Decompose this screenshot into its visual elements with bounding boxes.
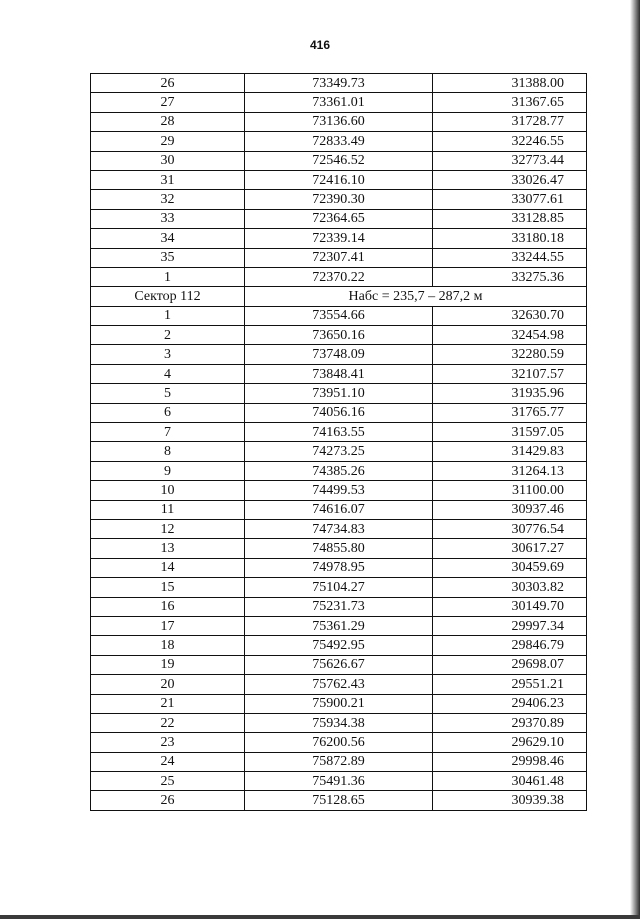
table-row (91, 190, 587, 209)
table-row (91, 112, 587, 131)
y-coordinate: 31264.13 (433, 461, 587, 480)
point-number: 7 (91, 423, 245, 442)
x-coordinate: 73848.41 (245, 364, 433, 383)
x-coordinate: 72307.41 (245, 248, 433, 267)
point-number: 18 (91, 636, 245, 655)
x-coordinate: 75626.67 (245, 655, 433, 674)
table-row (91, 616, 587, 635)
point-number: 5 (91, 384, 245, 403)
point-number: 31 (91, 170, 245, 189)
point-number: 33 (91, 209, 245, 228)
point-number: 21 (91, 694, 245, 713)
table-row (91, 597, 587, 616)
x-coordinate: 72416.10 (245, 170, 433, 189)
y-coordinate: 29846.79 (433, 636, 587, 655)
point-number: 10 (91, 481, 245, 500)
point-number: 23 (91, 733, 245, 752)
point-number: 12 (91, 519, 245, 538)
point-number: 17 (91, 616, 245, 635)
table-row (91, 442, 587, 461)
y-coordinate: 31100.00 (433, 481, 587, 500)
x-coordinate: 75492.95 (245, 636, 433, 655)
table-row (91, 170, 587, 189)
y-coordinate: 30303.82 (433, 578, 587, 597)
table-row (91, 74, 587, 93)
table-row (91, 364, 587, 383)
table-row (91, 558, 587, 577)
point-number: 25 (91, 772, 245, 791)
x-coordinate: 73951.10 (245, 384, 433, 403)
point-number: 1 (91, 306, 245, 325)
table-row (91, 403, 587, 422)
x-coordinate: 73554.66 (245, 306, 433, 325)
y-coordinate: 30776.54 (433, 519, 587, 538)
point-number: 22 (91, 713, 245, 732)
y-coordinate: 31388.00 (433, 74, 587, 93)
y-coordinate: 32773.44 (433, 151, 587, 170)
sector-height-range: Набс = 235,7 – 287,2 м (245, 287, 587, 306)
y-coordinate: 32246.55 (433, 132, 587, 151)
x-coordinate: 74855.80 (245, 539, 433, 558)
x-coordinate: 72390.30 (245, 190, 433, 209)
table-row (91, 713, 587, 732)
x-coordinate: 73136.60 (245, 112, 433, 131)
x-coordinate: 72833.49 (245, 132, 433, 151)
point-number: 16 (91, 597, 245, 616)
table-row (91, 306, 587, 325)
x-coordinate: 73361.01 (245, 93, 433, 112)
table-row (91, 791, 587, 810)
table-row (91, 733, 587, 752)
scan-bottom-edge (0, 915, 640, 919)
table-row (91, 675, 587, 694)
x-coordinate: 74499.53 (245, 481, 433, 500)
point-number: 20 (91, 675, 245, 694)
table-row (91, 500, 587, 519)
point-number: 1 (91, 267, 245, 286)
rows-before-group (91, 74, 587, 287)
x-coordinate: 72364.65 (245, 209, 433, 228)
y-coordinate: 32107.57 (433, 364, 587, 383)
table-row (91, 384, 587, 403)
table-row (91, 655, 587, 674)
y-coordinate: 31728.77 (433, 112, 587, 131)
table-row (91, 519, 587, 538)
scan-edge-shadow (630, 0, 640, 919)
x-coordinate: 76200.56 (245, 733, 433, 752)
y-coordinate: 31935.96 (433, 384, 587, 403)
y-coordinate: 29629.10 (433, 733, 587, 752)
point-number: 24 (91, 752, 245, 771)
rows-after-group (91, 306, 587, 810)
page-number: 416 (309, 38, 331, 52)
y-coordinate: 30149.70 (433, 597, 587, 616)
table-row (91, 248, 587, 267)
y-coordinate: 30937.46 (433, 500, 587, 519)
y-coordinate: 31765.77 (433, 403, 587, 422)
point-number: 27 (91, 93, 245, 112)
y-coordinate: 30617.27 (433, 539, 587, 558)
x-coordinate: 74385.26 (245, 461, 433, 480)
sector-label: Сектор 112 (91, 287, 245, 306)
table-row (91, 132, 587, 151)
x-coordinate: 75231.73 (245, 597, 433, 616)
x-coordinate: 74056.16 (245, 403, 433, 422)
y-coordinate: 30461.48 (433, 772, 587, 791)
table-row (91, 461, 587, 480)
x-coordinate: 73650.16 (245, 326, 433, 345)
point-number: 29 (91, 132, 245, 151)
point-number: 34 (91, 229, 245, 248)
x-coordinate: 75361.29 (245, 616, 433, 635)
y-coordinate: 29370.89 (433, 713, 587, 732)
point-number: 35 (91, 248, 245, 267)
y-coordinate: 30939.38 (433, 791, 587, 810)
x-coordinate: 73349.73 (245, 74, 433, 93)
point-number: 14 (91, 558, 245, 577)
y-coordinate: 29551.21 (433, 675, 587, 694)
point-number: 9 (91, 461, 245, 480)
table-row (91, 772, 587, 791)
point-number: 28 (91, 112, 245, 131)
point-number: 11 (91, 500, 245, 519)
sector-header-group (91, 287, 587, 306)
table-row (91, 539, 587, 558)
point-number: 15 (91, 578, 245, 597)
point-number: 26 (91, 74, 245, 93)
y-coordinate: 33128.85 (433, 209, 587, 228)
point-number: 6 (91, 403, 245, 422)
y-coordinate: 32630.70 (433, 306, 587, 325)
table-row (91, 151, 587, 170)
y-coordinate: 31367.65 (433, 93, 587, 112)
coordinates-table (90, 73, 587, 811)
x-coordinate: 72339.14 (245, 229, 433, 248)
point-number: 13 (91, 539, 245, 558)
point-number: 8 (91, 442, 245, 461)
x-coordinate: 75128.65 (245, 791, 433, 810)
x-coordinate: 73748.09 (245, 345, 433, 364)
point-number: 30 (91, 151, 245, 170)
y-coordinate: 29698.07 (433, 655, 587, 674)
x-coordinate: 75934.38 (245, 713, 433, 732)
y-coordinate: 31597.05 (433, 423, 587, 442)
y-coordinate: 33026.47 (433, 170, 587, 189)
y-coordinate: 29998.46 (433, 752, 587, 771)
y-coordinate: 29406.23 (433, 694, 587, 713)
y-coordinate: 29997.34 (433, 616, 587, 635)
table-row (91, 326, 587, 345)
point-number: 32 (91, 190, 245, 209)
x-coordinate: 74734.83 (245, 519, 433, 538)
x-coordinate: 74163.55 (245, 423, 433, 442)
y-coordinate: 30459.69 (433, 558, 587, 577)
y-coordinate: 32280.59 (433, 345, 587, 364)
y-coordinate: 33077.61 (433, 190, 587, 209)
table-row (91, 636, 587, 655)
x-coordinate: 72546.52 (245, 151, 433, 170)
point-number: 2 (91, 326, 245, 345)
y-coordinate: 31429.83 (433, 442, 587, 461)
point-number: 3 (91, 345, 245, 364)
table-row (91, 423, 587, 442)
table-row (91, 267, 587, 286)
table-row (91, 578, 587, 597)
x-coordinate: 75491.36 (245, 772, 433, 791)
x-coordinate: 74273.25 (245, 442, 433, 461)
table-row (91, 345, 587, 364)
table-row (91, 209, 587, 228)
x-coordinate: 75104.27 (245, 578, 433, 597)
x-coordinate: 75900.21 (245, 694, 433, 713)
x-coordinate: 75872.89 (245, 752, 433, 771)
point-number: 4 (91, 364, 245, 383)
table-row (91, 93, 587, 112)
x-coordinate: 74978.95 (245, 558, 433, 577)
point-number: 26 (91, 791, 245, 810)
y-coordinate: 32454.98 (433, 326, 587, 345)
x-coordinate: 75762.43 (245, 675, 433, 694)
table-row (91, 694, 587, 713)
table-row (91, 752, 587, 771)
x-coordinate: 72370.22 (245, 267, 433, 286)
x-coordinate: 74616.07 (245, 500, 433, 519)
y-coordinate: 33244.55 (433, 248, 587, 267)
sector-header-row (91, 287, 587, 306)
table-row (91, 229, 587, 248)
point-number: 19 (91, 655, 245, 674)
table-row (91, 481, 587, 500)
y-coordinate: 33180.18 (433, 229, 587, 248)
y-coordinate: 33275.36 (433, 267, 587, 286)
